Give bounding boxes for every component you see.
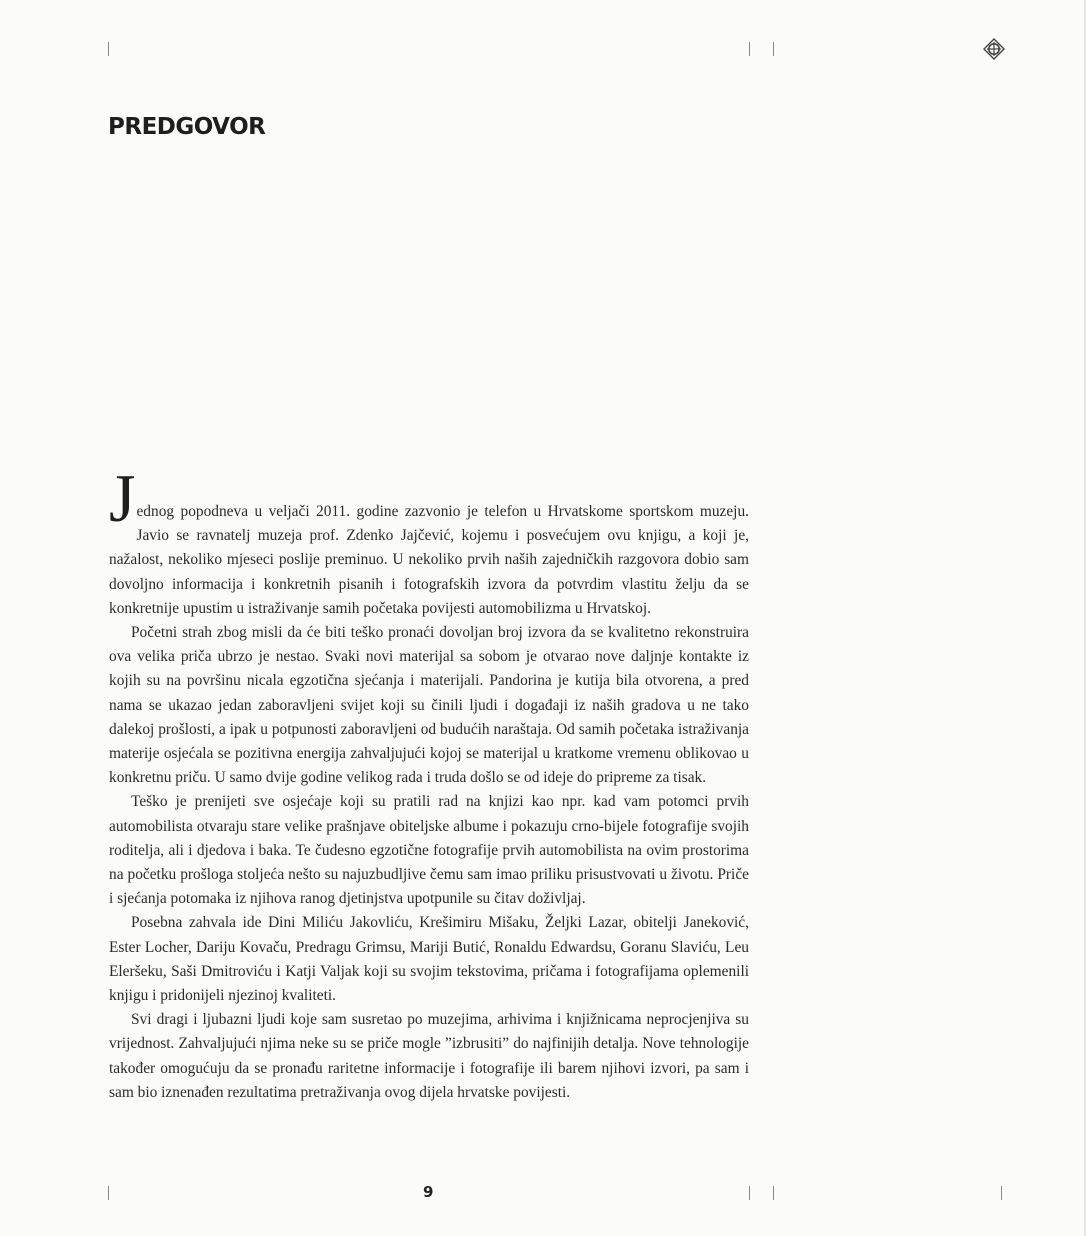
body-text (109, 460, 749, 1105)
page-title: PREDGOVOR (108, 114, 266, 140)
page-number: 9 (423, 1183, 434, 1201)
drop-cap: J (109, 460, 136, 536)
crop-mark-bottom-right (1001, 1186, 1002, 1200)
paragraph-3: Teško je prenijeti sve osjećaje koji su pratili rad na knjizi kao npr. kad vam potomci prvih automobilista otvaraju stare velike prašnjave obiteljske albume i pokazuju crno-bijele fotografije svojih roditelja, ali i djedova i baka. Te čudesno egzotične fotografije prvih automobilista na ovim prostorima na početku prošloga stoljeća nešto su najuzbudljive čemu sam imao priliku prisustvovati u životu. Priče i sjećanja potomaka iz njihova ranog djetinjstva upotpunile su čitav doživljaj. (109, 793, 749, 908)
paragraph-1: Jednog popodneva u veljači 2011. godine zazvonio je telefon u Hrvatskome sportskom muzeju. Javio se ravnatelj muzeja prof. Zdenko Jajčević, kojemu i posvećujem ovu knjigu, a koji je, nažalost, nekoliko mjeseci poslije preminuo. U nekoliko prvih naših zajedničkih razgovora dobio sam dovoljno informacija i konkretnih pisanih i fotografskih izvora da potvrdim vlastitu želju da se konkretnije upustim u istraživanje samih početaka povijesti automobilizma u Hrvatskoj. (109, 460, 749, 617)
crop-mark-top-center-2 (773, 42, 774, 56)
crop-mark-top-left (108, 42, 109, 56)
crop-mark-top-center-1 (749, 42, 750, 56)
paragraph-4: Posebna zahvala ide Dini Miliću Jakovliću, Krešimiru Mišaku, Željki Lazar, obitelji Janeković, Ester Locher, Dariju Kovaču, Predragu Grimsu, Mariji Butić, Ronaldu Edwardsu, Goranu Slaviću, Leu Eleršeku, Saši Dmitroviću i Katji Valjak koji su svojim tekstovima, pričama i fotografijama oplemenili knjigu i pridonijeli njezinoj kvaliteti. (109, 914, 749, 1005)
paragraph-5: Svi dragi i ljubazni ljudi koje sam susretao po muzejima, arhivima i knjižnicama neprocjenjiva su vrijednost. Zahvaljujući njima neke su se priče mogle ”izbrusiti” do najfinijih detalja. Nove tehnologije također omogućuju da se pronađu raritetne informacije i fotografije ili barem njihovi izvori, pa sam i sam bio iznenađen rezultatima pretraživanja ovog dijela hrvatske povijesti. (109, 1011, 749, 1101)
registration-mark-icon (983, 38, 1005, 60)
paragraph-2: Početni strah zbog misli da će biti teško pronaći dovoljan broj izvora da se kvalitetno rekonstruira ova velika priča ubrzo je nestao. Svaki novi materijal sa sobom je otvarao nove daljnje kontakte iz kojih su na površinu nicala egzotična sjećanja i materijali. Pandorina je kutija bila otvorena, a pred nama se ukazao jedan zaboravljeni svijet koji su činili ljudi i događaji iz naših gradova u ne tako dalekoj prošlosti, a ipak u potpunosti zaboravljeni od budućih naraštaja. Od samih početaka istraživanja materije osjećala se pozitivna energija zahvaljujući kojoj se materijal u kratkome vremenu oblikovao u konkretnu priču. U samo dvije godine velikog rada i truda došlo se od ideje do pripreme za tisak. (109, 624, 749, 787)
crop-mark-bottom-center-2 (773, 1186, 774, 1200)
crop-mark-bottom-center-1 (749, 1186, 750, 1200)
crop-mark-bottom-left (108, 1186, 109, 1200)
